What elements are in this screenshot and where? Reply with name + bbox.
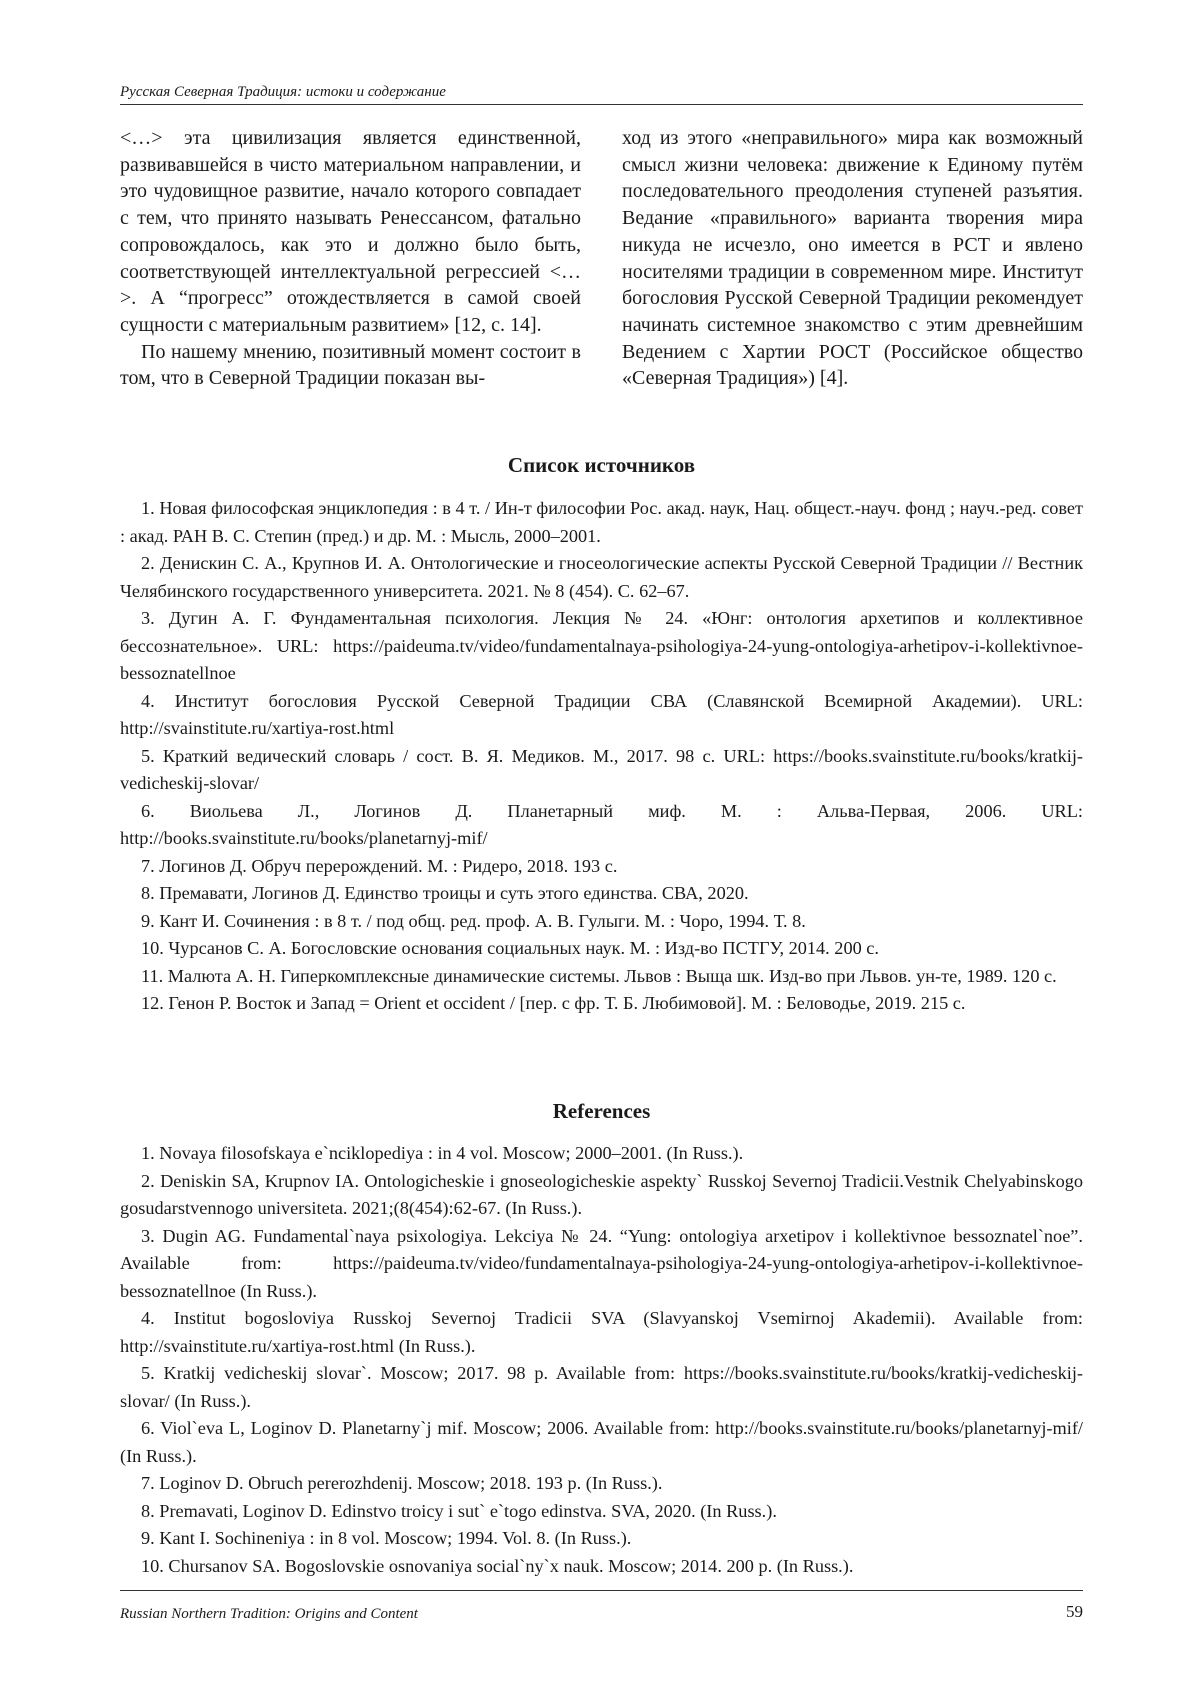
body-text [120, 125, 1083, 425]
reference-item: 6. Viol`eva L, Loginov D. Planetarny`j mif. Moscow; 2006. Available from: http://books.svainstitute.ru/books/planetarnyj-mif/ (In Russ.). [120, 1418, 1083, 1466]
source-item: 6. Виольева Л., Логинов Д. Планетарный миф. М. : Альва-Первая, 2006. URL: http://books.svainstitute.ru/books/planetarnyj-mif/ [120, 800, 1083, 848]
left-column [120, 125, 581, 392]
paragraph: <…> эта цивилизация является единственной, развивавшейся в чисто материальном направлении, и это чудовищное развитие, начало которого совпадает с тем, что принято называть Ренессансом, фатально сопровождалось, как это и должно было быть, соответствующей интеллектуальной регрессией <…>. А “прогресс” отождествляется в самой своей сущности с материальным развитием» [12, с. 14]. [120, 127, 581, 336]
sources-list [120, 495, 1083, 1018]
reference-item: 8. Premavati, Loginov D. Edinstvo troicy i sut` e`togo edinstva. SVA, 2020. (In Russ.). [141, 1500, 777, 1521]
source-item: 7. Логинов Д. Обруч перерождений. М. : Ридеро, 2018. 193 с. [141, 855, 618, 876]
reference-item: 4. Institut bogosloviya Russkoj Severnoj Tradicii SVA (Slavyanskoj Vsemirnoj Akademii). Available from: http://svainstitute.ru/xartiya-rost.html (In Russ.). [120, 1308, 1083, 1356]
source-item: 12. Генон Р. Восток и Запад = Orient et occident / [пер. с фр. Т. Б. Любимовой]. М. : Беловодье, 2019. 215 с. [141, 993, 966, 1013]
source-item: 5. Краткий ведический словарь / сост. В. Я. Медиков. М., 2017. 98 с. URL: https://books.svainstitute.ru/books/kratkij-vedicheskij-slovar/ [120, 745, 1083, 793]
reference-item: 9. Kant I. Sochineniya : in 8 vol. Moscow; 1994. Vol. 8. (In Russ.). [141, 1528, 632, 1548]
footer-rule [120, 1590, 1083, 1591]
source-item: 11. Малюта А. Н. Гиперкомплексные динамические системы. Львов : Выща шк. Изд-во при Львов. ун-те, 1989. 120 с. [141, 965, 1057, 986]
source-item: 1. Новая философская энциклопедия : в 4 т. / Ин-т философии Рос. акад. наук, Нац. общест.-науч. фонд ; науч.-ред. совет : акад. РАН В. С. Степин (пред.) и др. М. : Мысль, 2000–2001. [120, 498, 1083, 546]
paragraph: ход из этого «неправильного» мира как возможный смысл жизни человека: движение к Единому путём последовательного преодоления ступеней разъятия. Ведание «правильного» варианта творения мира никуда не исчезло, оно имеется в РСТ и явлено носителями традиции в современном мире. Институт богословия Русской Северной Традиции рекомендует начинать системное знакомство с этим древнейшим Ведением с Хартии РОСТ (Российское общество «Северная Традиция») [4]. [622, 127, 1083, 390]
source-item: 8. Премавати, Логинов Д. Единство троицы и суть этого единства. СВА, 2020. [141, 883, 749, 903]
sources-heading: Список источников [507, 453, 696, 477]
running-footer: Russian Northern Tradition: Origins and Content [120, 1606, 418, 1622]
source-item: 9. Кант И. Сочинения : в 8 т. / под общ. ред. проф. А. В. Гулыги. М. : Чоро, 1994. Т. 8. [141, 910, 806, 931]
references-list [120, 1140, 1083, 1580]
header-rule [120, 104, 1083, 105]
reference-item: 2. Deniskin SA, Krupnov IA. Ontologicheskie i gnoseologicheskie aspekty` Russkoj Severnoj Tradicii.Vestnik Chelyabinskogo gosudarstvennogo universiteta. 2021;(8(454):62-67. (In Russ.). [120, 1170, 1083, 1218]
source-item: 10. Чурсанов С. А. Богословские основания социальных наук. М. : Изд-во ПСТГУ, 2014. 200 с. [141, 938, 879, 958]
reference-item: 10. Chursanov SA. Bogoslovskie osnovaniya social`ny`x nauk. Moscow; 2014. 200 p. (In Russ.). [141, 1555, 854, 1576]
journal-page [120, 0, 1083, 1697]
reference-item: 3. Dugin AG. Fundamental`naya psixologiya. Lekciya № 24. “Yung: ontologiya arxetipov i kollektivnoe bessoznatel`noe”. Available from: https://paideuma.tv/video/fundamentalnaya-psihologiya-24-yung-ontologiya-arhetipov-i-kollektivnoe-bessoznatellnoe (In Russ.). [120, 1225, 1083, 1301]
reference-item: 1. Novaya filosofskaya e`nciklopediya : in 4 vol. Moscow; 2000–2001. (In Russ.). [141, 1143, 744, 1163]
page-number: 59 [1066, 1602, 1083, 1621]
source-item: 4. Институт богословия Русской Северной Традиции СВА (Славянской Всемирной Академии). URL: http://svainstitute.ru/xartiya-rost.html [120, 690, 1083, 738]
source-item: 3. Дугин А. Г. Фундаментальная психология. Лекция № 24. «Юнг: онтология архетипов и коллективное бессознательное». URL: https://paideuma.tv/video/fundamentalnaya-psihologiya-24-yung-ontologiya-arhetipov-i-kollektivnoe-bessoznatellnoe [120, 608, 1083, 683]
right-column [622, 125, 1083, 392]
source-item: 2. Денискин С. А., Крупнов И. А. Онтологические и гносеологические аспекты Русской Северной Традиции // Вестник Челябинского государственного университета. 2021. № 8 (454). С. 62–67. [120, 553, 1083, 601]
references-heading: References [552, 1099, 651, 1123]
reference-item: 5. Kratkij vedicheskij slovar`. Moscow; 2017. 98 p. Available from: https://books.svainstitute.ru/books/kratkij-vedicheskij-slovar/ (In Russ.). [120, 1363, 1083, 1411]
reference-item: 7. Loginov D. Obruch pererozhdenij. Moscow; 2018. 193 p. (In Russ.). [141, 1473, 663, 1493]
paragraph: По нашему мнению, позитивный момент состоит в том, что в Северной Традиции показан вы- [120, 340, 581, 390]
running-header: Русская Северная Традиция: истоки и содержание [120, 84, 446, 100]
